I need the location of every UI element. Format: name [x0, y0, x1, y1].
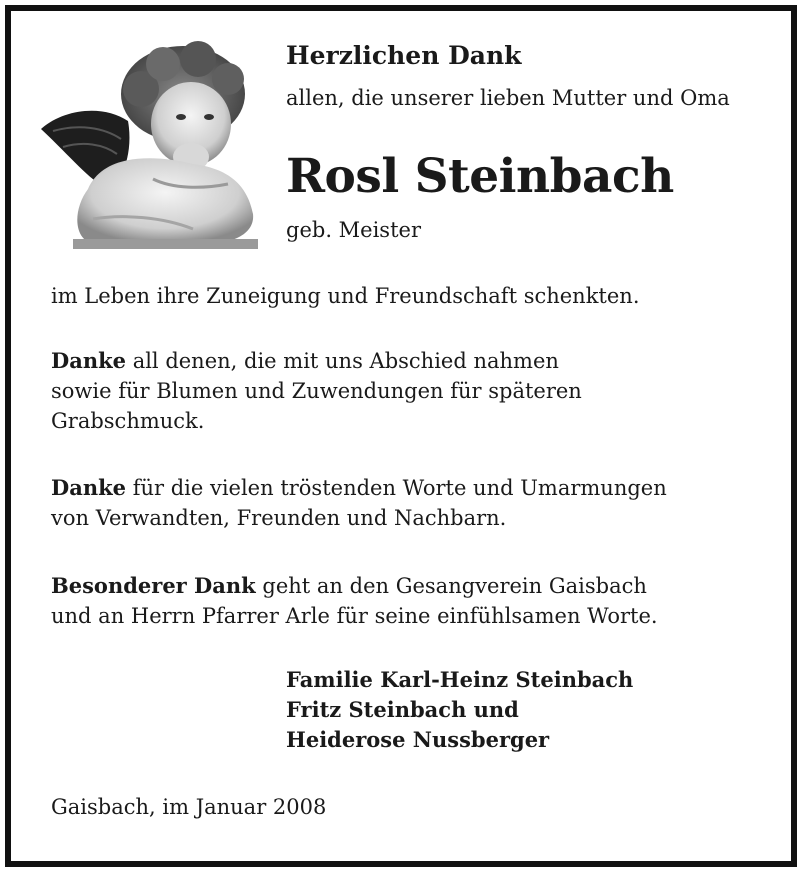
signature-line: Fritz Steinbach und: [286, 697, 519, 722]
thanks-bold: Danke: [51, 475, 126, 500]
signature-line: Heiderose Nussberger: [286, 727, 550, 752]
thanks-text: sowie für Blumen und Zuwendungen für späteren: [51, 379, 582, 403]
heading: Herzlichen Dank: [286, 41, 522, 70]
thanks-bold: Danke: [51, 348, 126, 373]
intro-line: allen, die unserer lieben Mutter und Oma: [286, 86, 730, 110]
thanks-text: für die vielen tröstenden Worte und Umarmungen: [132, 476, 667, 500]
thanks-text: geht an den Gesangverein Gaisbach: [262, 574, 647, 598]
notice-content: [11, 11, 791, 861]
deceased-name: Rosl Steinbach: [286, 149, 674, 204]
thanks-text: all denen, die mit uns Abschied nahmen: [132, 349, 559, 373]
thanks-text: Grabschmuck.: [51, 409, 205, 433]
thanks-paragraph-3: [51, 571, 658, 631]
signature-block: [286, 665, 633, 755]
thanks-paragraph-2: [51, 473, 667, 533]
thanks-bold: Besonderer Dank: [51, 573, 256, 598]
notice-frame: [5, 5, 797, 867]
maiden-name: geb. Meister: [286, 218, 421, 242]
cherub-angel-icon: [33, 39, 263, 254]
gratitude-line: im Leben ihre Zuneigung und Freundschaft schenkten.: [51, 284, 640, 308]
thanks-text: und an Herrn Pfarrer Arle für seine einfühlsamen Worte.: [51, 604, 658, 628]
signature-line: Familie Karl-Heinz Steinbach: [286, 667, 634, 692]
thanks-text: von Verwandten, Freunden und Nachbarn.: [51, 506, 507, 530]
place-date: Gaisbach, im Januar 2008: [51, 795, 327, 819]
thanks-paragraph-1: [51, 346, 582, 436]
